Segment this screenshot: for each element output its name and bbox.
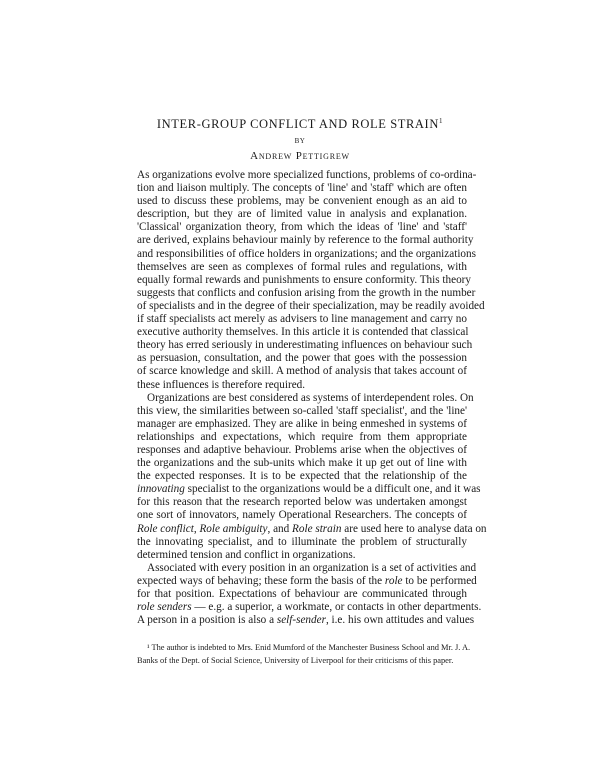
text-line [137,261,467,274]
text-line [137,221,467,234]
text-line [137,483,481,496]
italic-term: Role ambiguity [199,522,268,535]
text-line [137,182,467,195]
text-run: 'Classical' organization theory, from which the ideas of 'line' and 'staff' [137,221,467,234]
text-line [137,313,467,326]
text-run: for that position. Expectations of behaviour are communicated through [137,588,467,600]
text-line [137,391,474,405]
text-run: description, but they are of limited value in analysis and explanation. [137,208,467,221]
text-run: ¹ The author is indebted to Mrs. Enid Mumford of the Manchester Business School and Mr. J. A. [147,643,471,652]
text-line [137,418,467,431]
text-run: of specialists and in the degree of their specialization, may be readily avoided [137,299,485,312]
text-line [137,379,467,392]
title-footnote-mark: 1 [438,117,444,125]
text-run: of scarce knowledge and skill. A method of analysis that takes account of [137,365,467,378]
text-line [137,326,467,339]
text-line [137,457,467,470]
footnote-line [137,655,467,668]
text-run: to be performed [402,574,477,587]
text-line [137,444,467,457]
text-run: tion and liaison multiply. The concepts of 'line' and 'staff' which are often [137,182,467,195]
text-run: the innovating specialist, and to illuminate the problem of structurally [137,535,467,548]
text-run: expected ways of behaving; these form the basis of the [137,574,385,587]
paragraph [137,169,485,392]
text-run: manager are emphasized. They are alike in being enmeshed in systems of [137,417,467,430]
text-run: for this reason that the research reported below was undertaken amongst [137,496,467,509]
article-body [137,169,487,627]
text-run: equally formal rewards and punishments to ensure conformity. This theory [137,273,471,286]
text-line [137,234,474,247]
text-line [137,195,467,208]
text-run: Organizations are best considered as systems of interdependent roles. On [147,391,474,404]
text-run: if staff specialists act merely as advisers to line management and carry no [137,313,467,326]
text-run: and responsibilities of office holders in organizations; and the organizations [137,247,476,260]
paragraph [137,561,482,627]
text-run: one sort of innovators, namely Operational Researchers. The concepts of [137,509,467,522]
italic-term: role senders [137,601,192,614]
text-run: determined tension and conflict in organizations. [137,548,356,561]
text-run: suggests that conflicts and confusion arising from the growth in the number [137,286,476,299]
italic-term: self-sender [276,614,326,627]
text-line [137,496,467,509]
byline-label: BY [294,137,306,145]
text-run: As organizations evolve more specialized functions, problems of co-ordina- [137,169,477,181]
text-run: , i.e. his own attitudes and values [325,614,475,627]
text-line [137,169,477,182]
author-name: Andrew Pettigrew [250,150,350,162]
text-run: the organizations and the sub-units which make it up get out of line with [137,457,467,470]
text-run: specialist to the organizations would be a difficult one, and it was [184,483,481,496]
text-run: Associated with every position in an organization is a set of activities and [147,561,477,574]
text-run: these influences is therefore required. [137,378,306,391]
text-line [137,299,485,313]
text-run: , [193,522,200,535]
italic-term: Role conflict [137,522,194,535]
footnote-line [137,642,471,655]
text-line [137,549,467,562]
text-line [137,470,467,483]
paragraph [137,391,487,562]
title-text: INTER-GROUP CONFLICT AND ROLE STRAIN [156,117,439,132]
text-run: theory has erred seriously in underestimating influences on behaviour such [137,339,473,352]
text-run: are used here to analyse data on [341,522,487,535]
text-run: the expected responses. It is to be expected that the relationship of the [137,470,467,483]
text-line [137,614,475,627]
text-line [137,208,467,221]
text-line [137,273,471,287]
article-title [0,117,600,132]
text-line [137,561,477,575]
text-run: Banks of the Dept. of Social Science, University of Liverpool for their criticisms of this paper. [137,655,454,665]
text-line [137,286,476,300]
text-run: themselves are seen as complexes of formal rules and regulations, with [137,260,467,273]
text-run: used to discuss these problems, may be convenient enough as an aid to [137,195,467,208]
text-run: responses and adaptive behaviour. Problems arise when the objectives of [137,443,467,456]
text-run: A person in a position is also a [137,614,277,627]
text-run: relationships and expectations, which require from them appropriate [137,430,467,443]
italic-term: Role strain [292,522,342,535]
text-run: — e.g. a superior, a workmate, or contacts in other departments. [191,601,482,614]
text-run: , and [267,522,293,535]
text-line [137,247,476,261]
text-line [137,509,467,522]
italic-term: innovating [137,483,185,496]
text-line [137,405,467,418]
text-line [137,536,467,549]
text-line [137,601,482,614]
footnote [137,642,471,667]
text-line [137,352,467,365]
text-run: are derived, explains behaviour mainly by reference to the formal authority [137,234,474,247]
text-line [137,588,467,601]
italic-term: role [384,574,403,587]
text-line [137,365,467,378]
text-line [137,339,473,352]
text-run: executive authority themselves. In this article it is contended that classical [137,326,469,339]
text-line [137,574,477,588]
text-run: as persuasion, consultation, and the power that goes with the possession [137,352,467,365]
text-line [137,431,467,444]
text-line [137,522,487,536]
text-run: this view, the similarities between so-called 'staff specialist', and the 'line' [137,404,467,417]
